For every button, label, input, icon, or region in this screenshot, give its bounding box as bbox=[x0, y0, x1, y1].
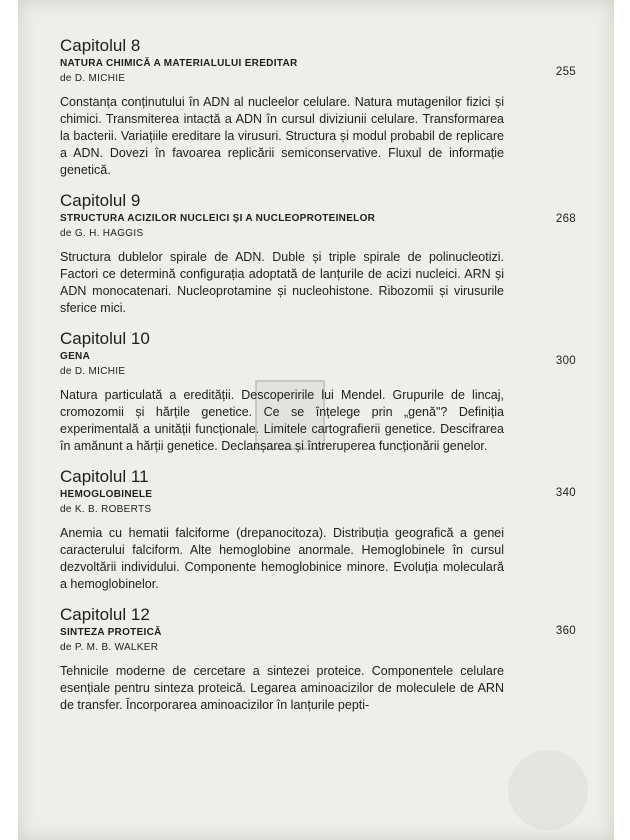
chapter-title: Capitolul 9 bbox=[60, 191, 141, 210]
chapter-summary: Anemia cu hematii falciforme (drepanocitoza). Distribuția geografică a genei caracterului falciform. Alte hemoglobine anormale. Hemoglobinele în cursul dezvoltării individului. Componente hemoglobinice minore. Evoluția moleculară a hemoglobinelor. bbox=[60, 526, 504, 591]
page-number: 255 bbox=[555, 66, 576, 78]
table-of-contents bbox=[60, 36, 576, 714]
page-number: 340 bbox=[555, 487, 576, 499]
chapter-author bbox=[60, 72, 568, 85]
chapter-subtitle: SINTEZA PROTEICĂ bbox=[60, 627, 162, 638]
author-name: K. B. ROBERTS bbox=[74, 504, 152, 515]
page-number: 300 bbox=[555, 355, 576, 367]
author-prefix: de bbox=[60, 366, 72, 377]
chapter-summary: Natura particulată a eredității. Descoperirile lui Mendel. Grupurile de lincaj, cromozomii și hărțile genetice. Ce se înțelege prin „genă"? Definiția experimentală a unității funcționale. Limitele cartografierii genetice. Descifrarea în amănunt a hărții genetice. Declanșarea și întreruperea funcționării genelor. bbox=[60, 388, 504, 453]
chapter-9 bbox=[60, 191, 576, 317]
author-prefix: de bbox=[60, 504, 72, 515]
chapter-11 bbox=[60, 467, 576, 593]
chapter-summary: Constanța conținutului în ADN al nucleelor celulare. Natura mutagenilor fizici și chimici. Transmiterea intactă a ADN în cursul diviziunii celulare. Transformarea la bacterii. Variațiile ereditare la virusuri. Structura și modul probabil de replicare a ADN. Dovezi în favoarea replicării semiconservative. Fluxul de informație genetică. bbox=[60, 95, 504, 177]
author-name: P. M. B. WALKER bbox=[74, 642, 159, 653]
chapter-title: Capitolul 11 bbox=[60, 467, 149, 486]
chapter-subtitle: GENA bbox=[60, 351, 91, 362]
chapter-subtitle: HEMOGLOBINELE bbox=[60, 489, 153, 500]
chapter-title: Capitolul 8 bbox=[60, 36, 141, 55]
author-name: D. MICHIE bbox=[74, 366, 126, 377]
page-number: 268 bbox=[555, 213, 576, 225]
chapter-author bbox=[60, 365, 568, 378]
chapter-subtitle: NATURA CHIMICĂ A MATERIALULUI EREDITAR bbox=[60, 58, 298, 69]
author-prefix: de bbox=[60, 228, 72, 239]
author-name: G. H. HAGGIS bbox=[74, 228, 144, 239]
chapter-subtitle: STRUCTURA ACIZILOR NUCLEICI ȘI A NUCLEOPROTEINELOR bbox=[60, 213, 376, 224]
watermark-seal bbox=[508, 750, 588, 830]
page-number: 360 bbox=[555, 625, 576, 637]
chapter-12 bbox=[60, 605, 576, 714]
chapter-author bbox=[60, 227, 568, 240]
book-page bbox=[18, 0, 614, 840]
author-name: D. MICHIE bbox=[74, 73, 126, 84]
chapter-author bbox=[60, 503, 568, 516]
chapter-10 bbox=[60, 329, 576, 455]
chapter-summary: Tehnicile moderne de cercetare a sintezei proteice. Componentele celulare esențiale pentru sinteza proteică. Legarea aminoacizilor de moleculele de ARN de transfer. Încorporarea aminoacizilor în lanțurile pepti- bbox=[60, 664, 504, 712]
chapter-author bbox=[60, 641, 568, 654]
chapter-title: Capitolul 10 bbox=[60, 329, 150, 348]
author-prefix: de bbox=[60, 642, 72, 653]
chapter-8 bbox=[60, 36, 576, 179]
author-prefix: de bbox=[60, 73, 72, 84]
chapter-summary: Structura dublelor spirale de ADN. Duble și triple spirale de polinucleotizi. Factori ce determină configurația adoptată de lanțurile de acizi nucleici. ARN și ADN monocatenari. Nucleoprotamine și nucleohistone. Ribozomii și virusurile sferice mici. bbox=[60, 250, 504, 315]
chapter-title: Capitolul 12 bbox=[60, 605, 150, 624]
